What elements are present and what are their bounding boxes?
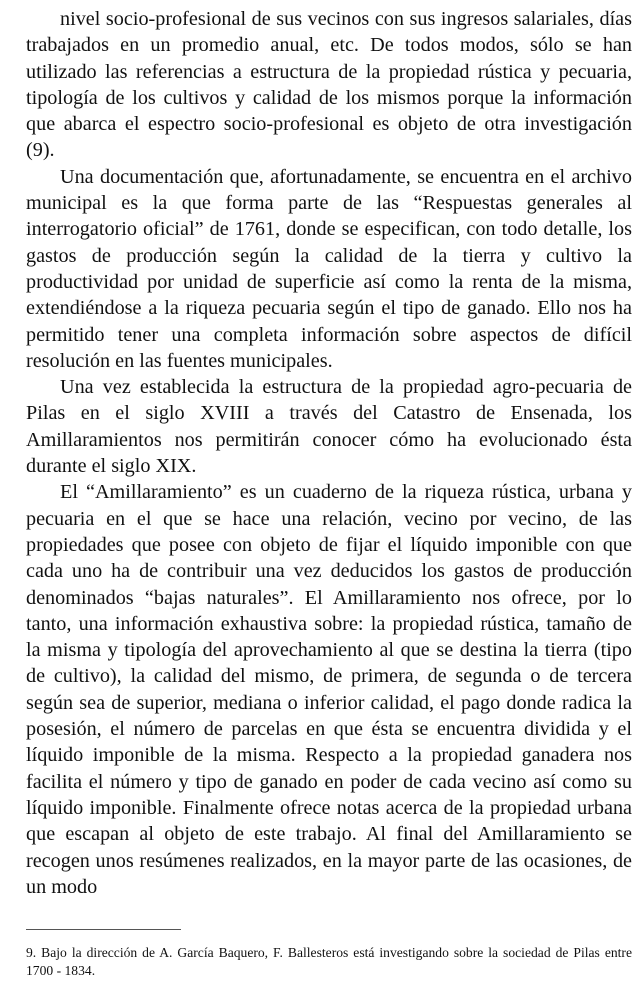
paragraph-respuestas-generales: Una documentación que, afortunadamente, se encuentra en el archivo municipal es la que forma parte de las “Respuestas generales al interrogatorio oficial” de 1761, donde se especifican, con todo detalle, los gastos de producción según la calidad de la tierra y cultivo la productividad por unidad de superficie así como la renta de la misma, extendiéndose a la riqueza pecuaria según el tipo de ganado. Ello nos ha permitido tener una completa información sobre aspectos de difícil resolución en las fuentes municipales. — [26, 165, 632, 372]
footnote-separator — [26, 929, 181, 930]
paragraph-continuation: nivel socio-profesional de sus vecinos con sus ingresos salariales, días trabajados en un promedio anual, etc. De todos modos, sólo se han utilizado las referencias a estructura de la propiedad rústica y pecuaria, tipología de los cultivos y calidad de los mismos porque la información que abarca el espectro socio-profesional es objeto de otra investigación (9). — [26, 8, 632, 162]
paragraph-catastro-ensenada: Una vez establecida la estructura de la propiedad agro-pecuaria de Pilas en el siglo XVIII a través del Catastro de Ensenada, los Amillaramientos nos permitirán conocer cómo ha evolucionado ésta durante el siglo XIX. — [26, 376, 632, 478]
paragraph-amillaramiento: El “Amillaramiento” es un cuaderno de la riqueza rústica, urbana y pecuaria en el que se hace una relación, vecino por vecino, de las propiedades que posee con objeto de fijar el líquido imponible con que cada uno ha de contribuir una vez deducidos los gastos de producción denominados “bajas naturales”. El Amillaramiento nos ofrece, por lo tanto, una información exhaustiva sobre: la propiedad rústica, tamaño de la misma y tipología del aprovechamiento al que se destina la tierra (tipo de cultivo), la calidad del mismo, de primera, de segunda o de tercera según sea de superior, mediana o inferior calidad, el pago donde radica la posesión, el número de parcelas en que ésta se encuentra dividida y el líquido imponible de la misma. Respecto a la propiedad ganadera nos facilita el número y tipo de ganado en poder de cada vecino así como su líquido imponible. Finalmente ofrece notas acerca de la propiedad urbana que escapan al objeto de este trabajo. Al final del Amillaramiento se recogen unos resúmenes realizados, en la mayor parte de las ocasiones, de un modo — [26, 481, 632, 898]
body-text — [26, 6, 632, 900]
footnote-9: 9. Bajo la dirección de A. García Baquero, F. Ballesteros está investigando sobre la sociedad de Pilas entre 1700 - 1834. — [26, 945, 632, 978]
